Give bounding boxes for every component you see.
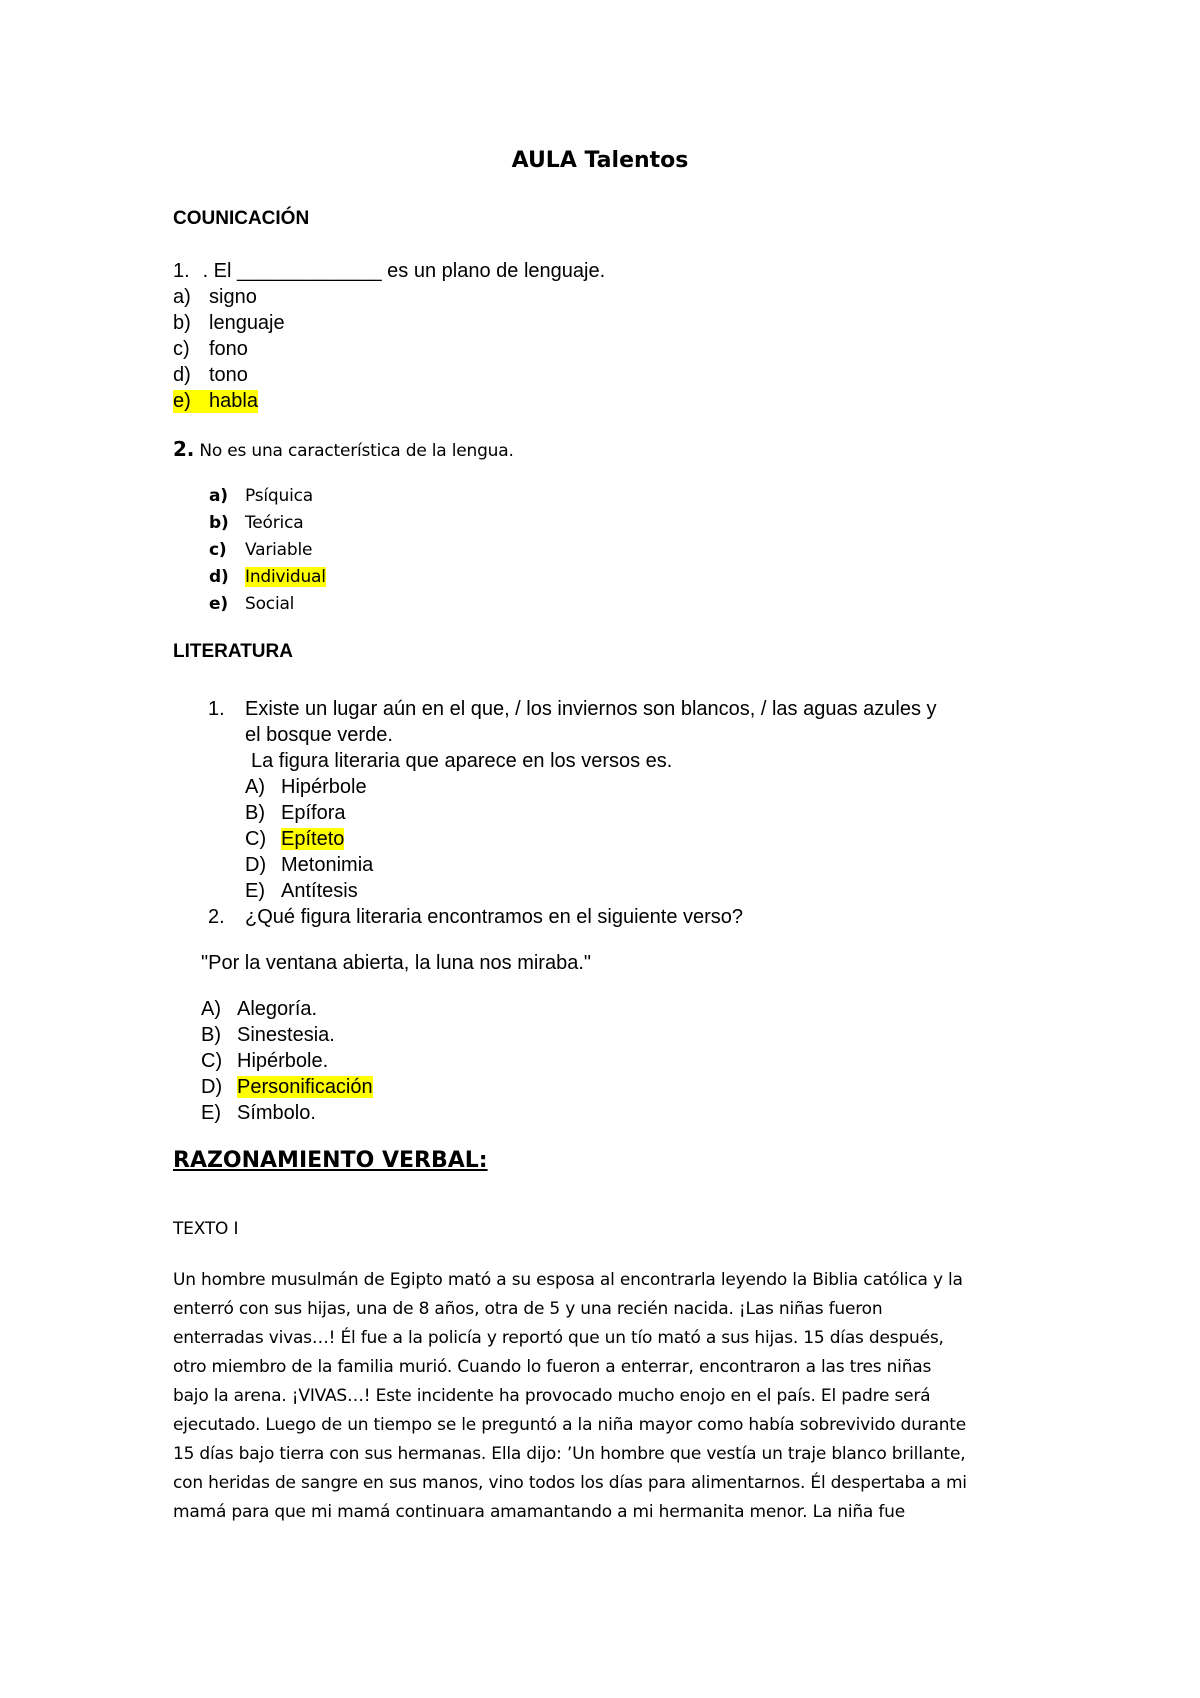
quoted-verse: "Por la ventana abierta, la luna nos miraba.": [201, 952, 591, 974]
question-1-line-2: el bosque verde.: [245, 724, 393, 746]
option-D: D) Metonimia: [245, 854, 374, 876]
question-text: No es una característica de la lengua.: [199, 441, 514, 461]
question-1-comunicacion: [173, 260, 605, 283]
option-c: c) fono: [173, 338, 248, 360]
option-d: d) tono: [173, 364, 248, 386]
section-heading-razonamiento-verbal: RAZONAMIENTO VERBAL:: [173, 1148, 488, 1173]
paragraph-line: enterradas vivas…! Él fue a la policía y reportó que un tío mató a sus hijas. 15 días después,: [173, 1328, 944, 1348]
question-text: . El _____________ es un plano de lenguaje.: [202, 260, 606, 282]
option-e: e) Social: [209, 594, 295, 614]
question-number: 1.: [173, 260, 190, 282]
question-1-line-3: La figura literaria que aparece en los versos es.: [251, 750, 673, 772]
question-1-number: 1.: [208, 698, 225, 720]
reading-paragraph: [173, 1266, 967, 1527]
option-a: a) Psíquica: [209, 486, 313, 506]
page-title: AULA Talentos: [511, 148, 689, 173]
section-heading-comunicacion: COUNICACIÓN: [173, 208, 310, 229]
paragraph-line: mamá para que mi mamá continuara amamantando a mi hermanita menor. La niña fue: [173, 1502, 905, 1522]
paragraph-line: otro miembro de la familia murió. Cuando lo fueron a enterrar, encontraron a las tres niñas: [173, 1357, 932, 1377]
paragraph-line: 15 días bajo tierra con sus hermanas. Ella dijo: ’Un hombre que vestía un traje blanco brillante,: [173, 1444, 966, 1464]
option-b: b) lenguaje: [173, 312, 285, 334]
option-b: b) Teórica: [209, 513, 304, 533]
section-heading-literatura: LITERATURA: [173, 641, 293, 662]
option-C: C) Hipérbole.: [201, 1050, 329, 1072]
paragraph-line: con heridas de sangre en sus manos, vino todos los días para alimentarnos. Él despertaba a mi: [173, 1473, 967, 1493]
question-2-number: 2.: [208, 906, 225, 928]
option-B: B) Sinestesia.: [201, 1024, 335, 1046]
option-e-highlighted: e) habla: [173, 390, 258, 412]
option-A: A) Hipérbole: [245, 776, 367, 798]
option-C: C) Epíteto: [245, 828, 345, 850]
option-E: E) Símbolo.: [201, 1102, 316, 1124]
paragraph-line: Un hombre musulmán de Egipto mató a su esposa al encontrarla leyendo la Biblia católica y la: [173, 1270, 963, 1290]
paragraph-line: ejecutado. Luego de un tiempo se le preguntó a la niña mayor como había sobrevivido durante: [173, 1415, 967, 1435]
question-1-line-1: Existe un lugar aún en el que, / los inviernos son blancos, / las aguas azules y: [245, 698, 937, 720]
question-2-comunicacion: [173, 437, 514, 461]
option-d: d) Individual: [209, 567, 326, 587]
paragraph-line: enterró con sus hijas, una de 8 años, otra de 5 y una recién nacida. ¡Las niñas fueron: [173, 1299, 883, 1319]
paragraph-line: bajo la arena. ¡VIVAS…! Este incidente ha provocado mucho enojo en el país. El padre será: [173, 1386, 931, 1406]
option-a: a) signo: [173, 286, 257, 308]
question-number: 2.: [173, 437, 195, 461]
option-E: E) Antítesis: [245, 880, 358, 902]
option-B: B) Epífora: [245, 802, 346, 824]
texto-label: TEXTO I: [173, 1219, 239, 1239]
option-D: D) Personificación: [201, 1076, 373, 1098]
option-A: A) Alegoría.: [201, 998, 318, 1020]
option-c: c) Variable: [209, 540, 313, 560]
question-2-text: ¿Qué figura literaria encontramos en el siguiente verso?: [245, 906, 744, 928]
